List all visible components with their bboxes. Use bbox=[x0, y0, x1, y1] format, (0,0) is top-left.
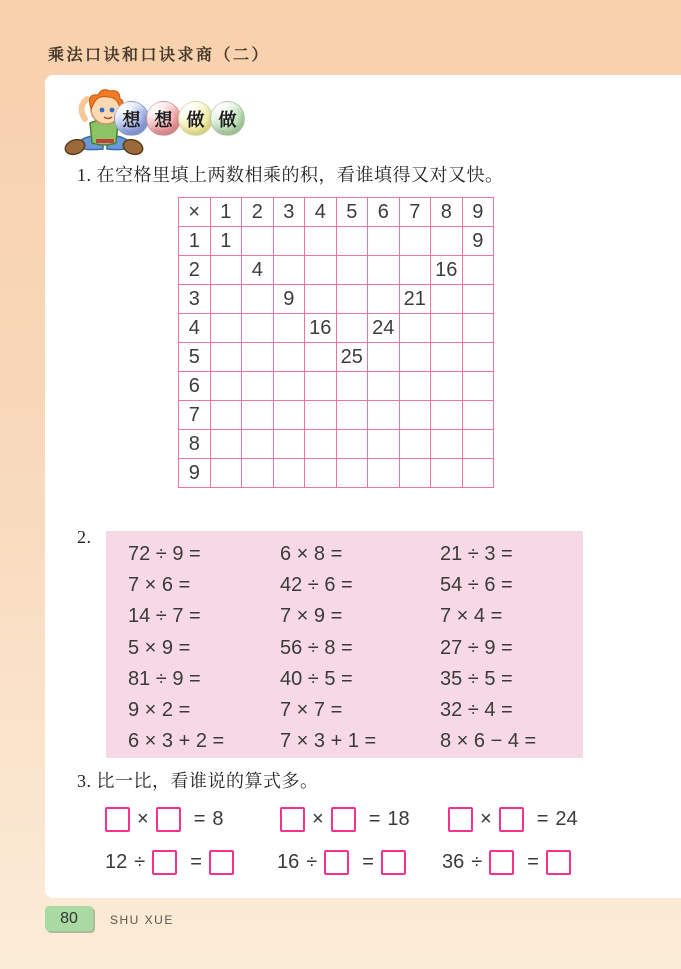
equation: 27 ÷ 9 = bbox=[440, 636, 513, 659]
think-and-do-badge bbox=[117, 101, 245, 136]
grid-cell-blank bbox=[305, 227, 337, 256]
blank-box bbox=[105, 807, 130, 832]
grid-row bbox=[179, 372, 494, 401]
grid-cell-blank bbox=[462, 314, 494, 343]
blank-box bbox=[448, 807, 473, 832]
blank-box bbox=[499, 807, 524, 832]
grid-cell-blank bbox=[273, 314, 305, 343]
grid-cell-blank bbox=[273, 343, 305, 372]
grid-cell-blank bbox=[368, 285, 400, 314]
product-value: 8 bbox=[212, 807, 224, 830]
grid-cell-filled: 24 bbox=[368, 314, 400, 343]
problem-3-multiplication-row bbox=[105, 802, 578, 836]
grid-cell-blank bbox=[336, 314, 368, 343]
grid-row-header: 9 bbox=[179, 459, 211, 488]
grid-cell-blank bbox=[273, 227, 305, 256]
grid-cell-blank bbox=[399, 256, 431, 285]
grid-cell-blank bbox=[336, 401, 368, 430]
badge-ball: 想 bbox=[114, 101, 149, 136]
grid-cell-blank bbox=[368, 430, 400, 459]
page-number-badge bbox=[45, 906, 93, 931]
equation: 14 ÷ 7 = bbox=[128, 605, 201, 628]
footer-caption: SHU XUE bbox=[110, 913, 174, 927]
grid-cell-blank bbox=[399, 459, 431, 488]
grid-col-header: 8 bbox=[431, 198, 463, 227]
blank-box bbox=[152, 850, 177, 875]
grid-cell-filled: 25 bbox=[336, 343, 368, 372]
grid-cell-blank bbox=[210, 314, 242, 343]
grid-cell-blank bbox=[242, 314, 274, 343]
grid-cell-blank bbox=[336, 372, 368, 401]
grid-col-header: 4 bbox=[305, 198, 337, 227]
grid-cell-blank bbox=[368, 227, 400, 256]
grid-cell-filled: 21 bbox=[399, 285, 431, 314]
equation: 21 ÷ 3 = bbox=[440, 543, 513, 566]
problem-1-number: 1. bbox=[77, 165, 92, 185]
grid-cell-blank bbox=[305, 372, 337, 401]
grid-cell-blank bbox=[431, 343, 463, 372]
grid-cell-blank bbox=[431, 430, 463, 459]
grid-cell-blank bbox=[399, 401, 431, 430]
grid-row-header: 4 bbox=[179, 314, 211, 343]
grid-cell-blank bbox=[305, 285, 337, 314]
grid-cell-filled: 4 bbox=[242, 256, 274, 285]
grid-col-header: 3 bbox=[273, 198, 305, 227]
grid-cell-blank bbox=[399, 430, 431, 459]
grid-row-header: 6 bbox=[179, 372, 211, 401]
equation: 40 ÷ 5 = bbox=[280, 667, 353, 690]
equation: 42 ÷ 6 = bbox=[280, 574, 353, 597]
grid-cell-blank bbox=[431, 227, 463, 256]
blank-box bbox=[209, 850, 234, 875]
grid-cell-blank bbox=[462, 343, 494, 372]
dividend-value: 16 bbox=[277, 850, 300, 873]
grid-row bbox=[179, 343, 494, 372]
grid-row-header: 5 bbox=[179, 343, 211, 372]
equation: 8 × 6 − 4 = bbox=[440, 730, 537, 753]
grid-cell-blank bbox=[368, 459, 400, 488]
equation: 56 ÷ 8 = bbox=[280, 636, 353, 659]
equation: 7 × 6 = bbox=[128, 574, 191, 597]
grid-corner-cell: × bbox=[179, 198, 211, 227]
grid-row bbox=[179, 256, 494, 285]
grid-row-header: 2 bbox=[179, 256, 211, 285]
grid-cell-blank bbox=[399, 314, 431, 343]
grid-cell-blank bbox=[336, 430, 368, 459]
grid-cell-blank bbox=[368, 372, 400, 401]
grid-cell-blank bbox=[431, 285, 463, 314]
blank-box bbox=[280, 807, 305, 832]
grid-cell-blank bbox=[431, 401, 463, 430]
times-sign: × bbox=[480, 807, 492, 830]
problem-3-division-row bbox=[105, 845, 571, 879]
grid-row-header: 3 bbox=[179, 285, 211, 314]
division-fill-in bbox=[442, 845, 571, 879]
equals-sign: = bbox=[193, 807, 206, 830]
page-title: 乘法口诀和口诀求商（二） bbox=[48, 47, 271, 64]
divide-sign: ÷ bbox=[306, 850, 318, 873]
grid-cell-blank bbox=[273, 459, 305, 488]
division-fill-in bbox=[105, 845, 277, 879]
dividend-value: 36 bbox=[442, 850, 465, 873]
content-card bbox=[45, 75, 681, 898]
grid-row bbox=[179, 459, 494, 488]
problem-2-equations bbox=[106, 531, 583, 757]
grid-cell-blank bbox=[242, 430, 274, 459]
multiplication-fill-in bbox=[280, 802, 448, 836]
equation: 32 ÷ 4 = bbox=[440, 699, 513, 722]
equals-sign: = bbox=[368, 807, 381, 830]
grid-cell-blank bbox=[305, 401, 337, 430]
badge-ball: 做 bbox=[178, 101, 213, 136]
grid-col-header: 1 bbox=[210, 198, 242, 227]
grid-cell-blank bbox=[368, 401, 400, 430]
problem-3-number: 3. bbox=[77, 771, 92, 791]
grid-cell-blank bbox=[305, 459, 337, 488]
grid-row bbox=[179, 401, 494, 430]
grid-cell-blank bbox=[242, 401, 274, 430]
multiplication-fill-in bbox=[448, 802, 578, 836]
equals-sign: = bbox=[362, 850, 374, 873]
division-fill-in bbox=[277, 845, 442, 879]
blank-box bbox=[331, 807, 356, 832]
equals-sign: = bbox=[527, 850, 539, 873]
problem-2-number: 2. bbox=[77, 527, 92, 547]
grid-cell-blank bbox=[368, 256, 400, 285]
grid-col-header: 6 bbox=[368, 198, 400, 227]
product-value: 24 bbox=[555, 807, 578, 830]
grid-col-header: 7 bbox=[399, 198, 431, 227]
equation: 35 ÷ 5 = bbox=[440, 667, 513, 690]
dividend-value: 12 bbox=[105, 850, 128, 873]
product-value: 18 bbox=[387, 807, 410, 830]
grid-cell-filled: 9 bbox=[462, 227, 494, 256]
grid-row-header: 7 bbox=[179, 401, 211, 430]
grid-row-header: 8 bbox=[179, 430, 211, 459]
grid-cell-blank bbox=[273, 430, 305, 459]
grid-col-header: 2 bbox=[242, 198, 274, 227]
equals-sign: = bbox=[536, 807, 549, 830]
grid-cell-filled: 16 bbox=[305, 314, 337, 343]
grid-cell-blank bbox=[462, 285, 494, 314]
grid-row bbox=[179, 227, 494, 256]
badge-ball: 想 bbox=[146, 101, 181, 136]
grid-cell-blank bbox=[462, 459, 494, 488]
grid-cell-blank bbox=[431, 372, 463, 401]
grid-cell-blank bbox=[336, 285, 368, 314]
grid-cell-blank bbox=[242, 459, 274, 488]
grid-cell-blank bbox=[242, 227, 274, 256]
badge-ball: 做 bbox=[210, 101, 245, 136]
equals-sign: = bbox=[190, 850, 202, 873]
equation: 7 × 3 + 1 = bbox=[280, 730, 377, 753]
grid-cell-blank bbox=[431, 314, 463, 343]
grid-col-header: 9 bbox=[462, 198, 494, 227]
divide-sign: ÷ bbox=[134, 850, 146, 873]
blank-box bbox=[546, 850, 571, 875]
grid-cell-blank bbox=[210, 430, 242, 459]
blank-box bbox=[156, 807, 181, 832]
problem-3-prompt bbox=[77, 767, 319, 793]
grid-row bbox=[179, 430, 494, 459]
grid-cell-blank bbox=[462, 256, 494, 285]
grid-cell-blank bbox=[431, 459, 463, 488]
grid-cell-blank bbox=[305, 430, 337, 459]
grid-cell-blank bbox=[210, 285, 242, 314]
equation: 9 × 2 = bbox=[128, 699, 191, 722]
equation: 5 × 9 = bbox=[128, 636, 191, 659]
grid-cell-blank bbox=[305, 343, 337, 372]
equation: 72 ÷ 9 = bbox=[128, 543, 201, 566]
blank-box bbox=[381, 850, 406, 875]
problem-1-prompt bbox=[77, 161, 504, 187]
times-sign: × bbox=[312, 807, 324, 830]
equation: 7 × 7 = bbox=[280, 699, 343, 722]
grid-row bbox=[179, 285, 494, 314]
grid-cell-blank bbox=[462, 372, 494, 401]
equation: 54 ÷ 6 = bbox=[440, 574, 513, 597]
problem-3-text: 比一比，看谁说的算式多。 bbox=[96, 771, 319, 791]
multiplication-grid bbox=[178, 197, 494, 488]
grid-cell-blank bbox=[336, 459, 368, 488]
blank-box bbox=[489, 850, 514, 875]
grid-cell-blank bbox=[242, 372, 274, 401]
equation: 6 × 3 + 2 = bbox=[128, 730, 225, 753]
grid-cell-blank bbox=[368, 343, 400, 372]
equation: 7 × 4 = bbox=[440, 605, 503, 628]
grid-row bbox=[179, 314, 494, 343]
grid-cell-filled: 1 bbox=[210, 227, 242, 256]
blank-box bbox=[324, 850, 349, 875]
grid-cell-blank bbox=[210, 343, 242, 372]
problem-1-text: 在空格里填上两数相乘的积，看谁填得又对又快。 bbox=[96, 165, 504, 185]
grid-row-header: 1 bbox=[179, 227, 211, 256]
grid-cell-blank bbox=[210, 401, 242, 430]
page-number: 80 bbox=[60, 909, 78, 927]
grid-cell-blank bbox=[336, 227, 368, 256]
grid-cell-filled: 9 bbox=[273, 285, 305, 314]
grid-cell-blank bbox=[462, 430, 494, 459]
grid-cell-blank bbox=[273, 256, 305, 285]
divide-sign: ÷ bbox=[471, 850, 483, 873]
equation: 6 × 8 = bbox=[280, 543, 343, 566]
grid-cell-blank bbox=[210, 256, 242, 285]
grid-col-header: 5 bbox=[336, 198, 368, 227]
grid-cell-blank bbox=[462, 401, 494, 430]
grid-cell-blank bbox=[336, 256, 368, 285]
grid-cell-filled: 16 bbox=[431, 256, 463, 285]
grid-cell-blank bbox=[399, 227, 431, 256]
grid-cell-blank bbox=[305, 256, 337, 285]
grid-cell-blank bbox=[210, 459, 242, 488]
multiplication-fill-in bbox=[105, 802, 280, 836]
grid-cell-blank bbox=[399, 372, 431, 401]
grid-cell-blank bbox=[273, 401, 305, 430]
grid-cell-blank bbox=[399, 343, 431, 372]
grid-cell-blank bbox=[242, 343, 274, 372]
grid-cell-blank bbox=[242, 285, 274, 314]
grid-cell-blank bbox=[210, 372, 242, 401]
equation: 81 ÷ 9 = bbox=[128, 667, 201, 690]
times-sign: × bbox=[137, 807, 149, 830]
grid-cell-blank bbox=[273, 372, 305, 401]
problem-2-panel bbox=[106, 531, 583, 758]
equation: 7 × 9 = bbox=[280, 605, 343, 628]
